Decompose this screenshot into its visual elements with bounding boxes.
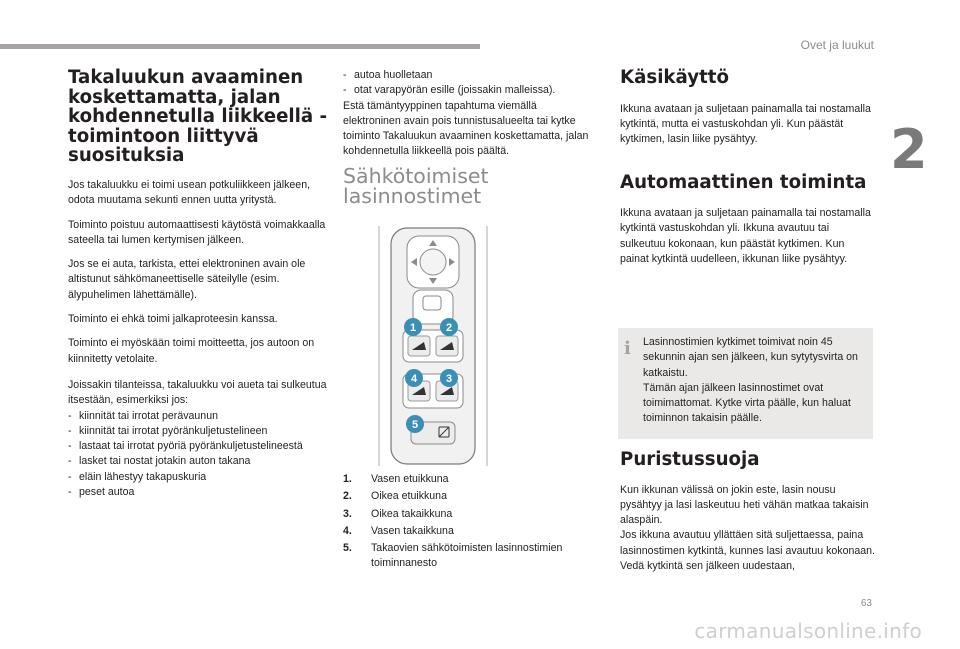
middle-column	[343, 68, 595, 207]
list-intro: Joissakin tilanteissa, takaluukku voi aueta tai sulkeutua itsestään, esimerkiksi jos:	[68, 378, 327, 407]
recommendations-heading: Takaluukun avaaminen koskettamatta, jalan kohdennetulla liikkeellä -toimintoon liittyvä suosituksia	[68, 67, 328, 167]
mirror-knob	[420, 249, 446, 275]
list-item: - otat varapyörän esille (joissakin malleissa).	[343, 83, 595, 98]
situation-list	[68, 409, 330, 501]
paragraph: Jos se ei auta, tarkista, ettei elektroninen avain ole altistunut sähkömaneettiselle säteilylle (esim. älypuhelimen lähettämälle).	[68, 258, 306, 301]
list-item: - eläin lähestyy takapuskuria	[68, 470, 330, 485]
legend-item: 2. Oikea etuikkuna	[343, 490, 447, 503]
list-item: - kiinnität tai irrotat perävaunun	[68, 409, 330, 424]
legend-item: 1. Vasen etuikkuna	[343, 473, 449, 485]
manual-heading: Käsikäyttö	[620, 67, 729, 88]
pinch-protection-heading: Puristussuoja	[620, 449, 760, 470]
right-column-top	[620, 68, 875, 276]
figure-legend	[343, 472, 595, 574]
callout-3: 3	[445, 373, 453, 385]
callout-5: 5	[411, 419, 419, 431]
watermark: carmanualsonline.info	[694, 619, 922, 643]
window-switch-panel-figure	[377, 226, 489, 466]
header-bar	[0, 44, 480, 49]
paragraph: Kun ikkunan välissä on jokin este, lasin nousu pysähtyy ja lasi laskeutuu heti vähän matkaa takaisin alaspäin.	[620, 483, 869, 527]
legend-item: 4. Vasen takaikkuna	[343, 524, 454, 537]
list-item: - lasket tai nostat jotakin auton takana	[68, 454, 330, 469]
paragraph: Jos takaluukku ei toimi usean potkuliikkeen jälkeen, odota muutama sekunti ennen uutta yritystä.	[68, 178, 311, 207]
list-item: - autoa huolletaan	[343, 68, 595, 83]
list-item: - lastaat tai irrotat pyöriä pyöränkuljetustelineestä	[68, 439, 330, 454]
info-text: Tämän ajan jälkeen lasinnostimet ovat toimimattomat. Kytke virta päälle, kun haluat toiminnon takaisin päälle.	[643, 381, 851, 425]
paragraph: Jos ikkuna avautuu yllättäen sitä suljettaessa, paina lasinnostimen kytkintä, kunnes lasi avautuu kokonaan. Vedä kytkintä sen jälkeen uudestaan,	[620, 529, 875, 573]
page-number: 63	[860, 598, 872, 609]
list-item: - kiinnität tai irrotat pyöränkuljetustelineen	[68, 424, 330, 439]
paragraph: Ikkuna avataan ja suljetaan painamalla tai nostamalla kytkintä vastuskohdan yli. Ikkuna avautuu tai sulkeutuu kokonaan, kun päästät kytkimen. Kun painat kytkintä uudelleen, ikkunan liike pysähtyy.	[620, 207, 871, 265]
callout-1: 1	[409, 322, 417, 334]
callout-2: 2	[445, 322, 453, 334]
paragraph: Toiminto ei ehkä toimi jalkaproteesin kanssa.	[68, 313, 278, 326]
info-icon: i	[624, 338, 631, 359]
automatic-heading: Automaattinen toiminta	[620, 172, 867, 194]
legend-item: 3. Oikea takaikkuna	[343, 507, 453, 520]
paragraph: Toiminto poistuu automaattisesti käytöstä voimakkaalla sateella tai lumen kertymisen jälkeen.	[68, 218, 326, 246]
paragraph: Estä tämäntyyppinen tapahtuma viemällä elektroninen avain pois tunnistusalueelta tai kytke toiminto Takaluukun avaaminen koskettamatta, jalan kohdennetulla liikkeellä pois päältä.	[343, 99, 589, 158]
chapter-number: 2	[890, 118, 928, 181]
windows-heading: Sähkötoimiset lasinnostimet	[343, 163, 489, 209]
section-label: Ovet ja luukut	[800, 38, 874, 52]
right-column-bottom	[620, 450, 875, 574]
list-item: - peset autoa	[68, 485, 330, 500]
left-column	[68, 68, 330, 500]
info-text: Lasinnostimien kytkimet toimivat noin 45 sekunnin ajan sen jälkeen, kun sytytysvirta on katkaistu.	[643, 336, 858, 379]
legend-item: 5. Takaovien sähkötoimisten lasinnostimien toiminnanesto	[343, 542, 563, 570]
paragraph: Toiminto ei myöskään toimi moitteetta, jos autoon on kiinnitetty vetolaite.	[68, 337, 315, 365]
paragraph: Ikkuna avataan ja suljetaan painamalla tai nostamalla kytkintä, mutta ei vastuskohdan yli. Kun päästät kytkimen, lasin liike pysähtyy.	[620, 102, 871, 146]
continued-list	[343, 68, 595, 99]
callout-4: 4	[410, 373, 418, 385]
info-box	[618, 328, 873, 439]
